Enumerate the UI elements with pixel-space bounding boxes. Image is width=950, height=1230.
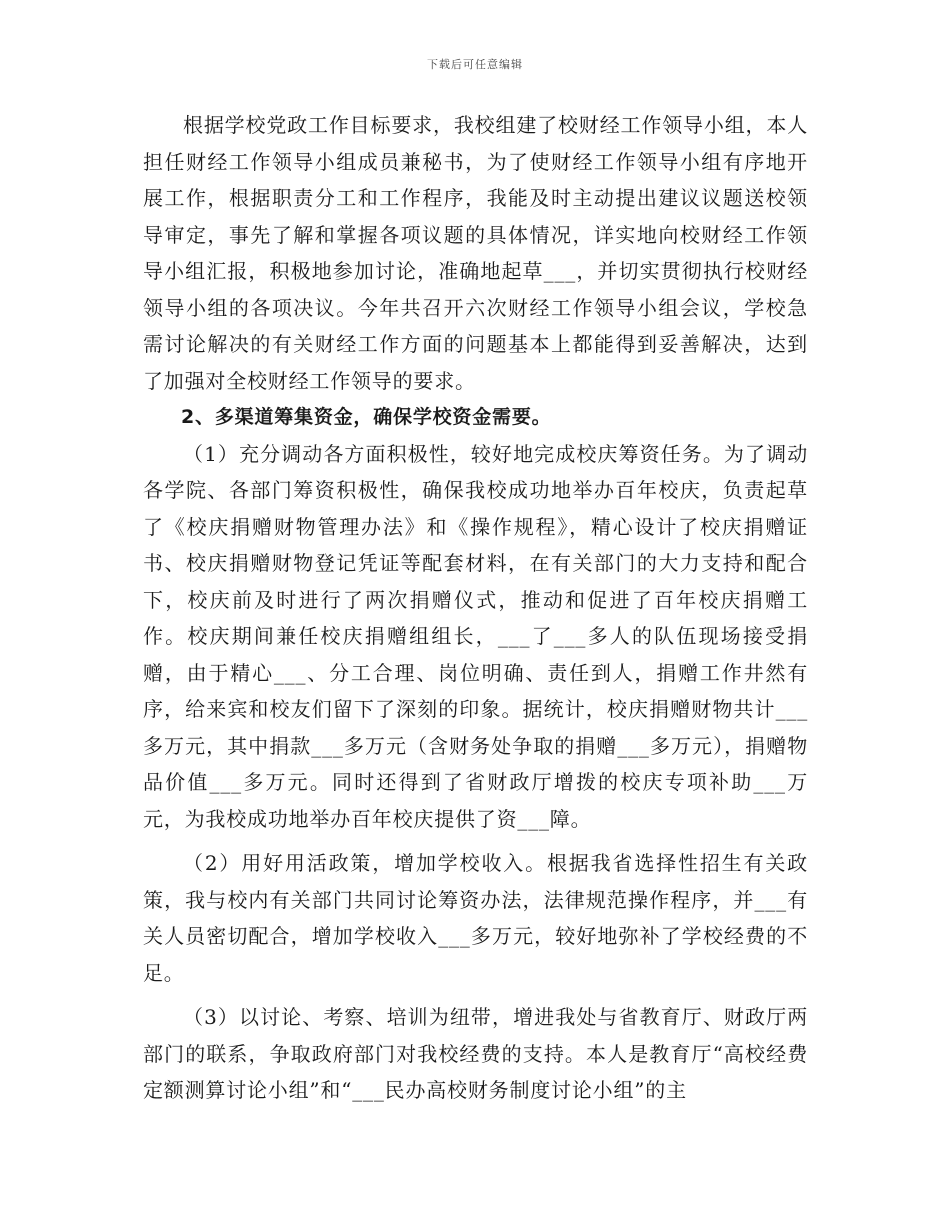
document-body — [143, 107, 808, 1109]
paragraph-increase-income: （2）用好用活政策，增加学校收入。根据我省选择性招生有关政策，我与校内有关部门共同讨论筹资办法，法律规范操作程序，并___有关人员密切配合，增加学校收入___多万元，较好地弥补了学校经费的不足。 — [143, 851, 808, 985]
paragraph-government-support: （3）以讨论、考察、培训为纽带，增进我处与省教育厅、财政厅两部门的联系，争取政府部门对我校经费的支持。本人是教育厅“高校经费定额测算讨论小组”和“___民办高校财务制度讨论小组”的主 — [143, 1005, 808, 1102]
page-header: 下载后可任意编辑 — [427, 58, 523, 71]
paragraph-anniversary-donations: （1）充分调动各方面积极性，较好地完成校庆筹资任务。为了调动各学院、各部门筹资积极性，确保我校成功地举办百年校庆，负责起草了《校庆捐赠财物管理办法》和《操作规程》，精心设计了校庆捐赠证书、校庆捐赠财物登记凭证等配套材料，在有关部门的大力支持和配合下，校庆前及时进行了两次捐赠仪式，推动和促进了百年校庆捐赠工作。校庆期间兼任校庆捐赠组组长，___了___多人的队伍现场接受捐赠，由于精心___、分工合理、岗位明确、责任到人，捐赠工作井然有序，给来宾和校友们留下了深刻的印象。据统计，校庆捐赠财物共计___多万元，其中捐款___多万元（含财务处争取的捐赠___多万元），捐赠物品价值___多万元。同时还得到了省财政厅增拨的校庆专项补助___万元，为我校成功地举办百年校庆提供了资___障。 — [143, 441, 808, 831]
section-heading-fundraising: 2、多渠道筹集资金，确保学校资金需要。 — [181, 406, 552, 428]
paragraph-finance-leading-group: 根据学校党政工作目标要求，我校组建了校财经工作领导小组，本人担任财经工作领导小组成员兼秘书，为了使财经工作领导小组有序地开展工作，根据职责分工和工作程序，我能及时主动提出建议议题送校领导审定，事先了解和掌握各项议题的具体情况，详实地向校财经工作领导小组汇报，积极地参加讨论，准确地起草___，并切实贯彻执行校财经领导小组的各项决议。今年共召开六次财经工作领导小组会议，学校急需讨论解决的有关财经工作方面的问题基本上都能得到妥善解决，达到了加强对全校财经工作领导的要求。 — [143, 113, 808, 393]
